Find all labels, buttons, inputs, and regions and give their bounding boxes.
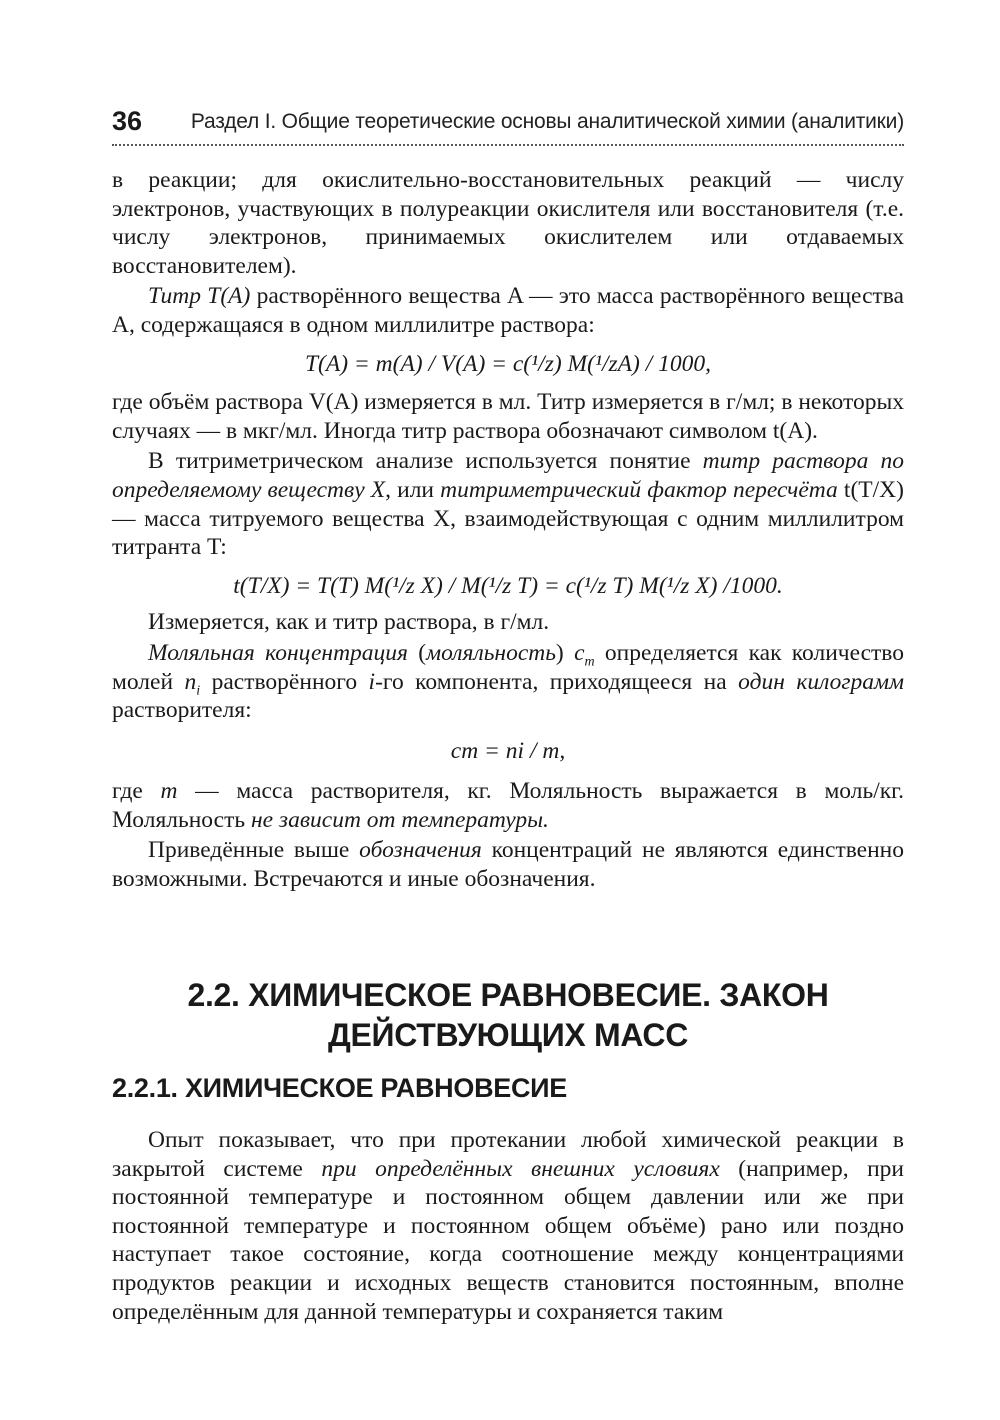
- paragraph-molality: Моляльная концентрация (моляльность) $c_m$ определяется как количество молей $n_i$ растворённого i-го компонента, приходящееся на один килограмм растворителя:: [112, 639, 905, 724]
- paragraph-1: [112, 166, 904, 280]
- p7-text-a: где: [112, 778, 161, 805]
- p6-text-d: растворителя:: [112, 697, 252, 724]
- page-number: 36: [112, 106, 143, 136]
- p9-text-b: (например, при постоянной температуре и постоянном общем давлении или же при постоянной температуре и постоянном общем объёме) рано или поздно наступает такое состояние, когда соотношение между концентрациями продуктов реакции и исходных веществ становится постоянным, вполне определённым для данной температуры и сохраняется таким: [112, 1155, 904, 1325]
- symbol-m: m: [160, 778, 178, 805]
- symbol-ni: $n_i$: [184, 668, 201, 699]
- term-titr: Титр T(A): [148, 283, 251, 310]
- symbol-cm: $c_m$: [574, 639, 595, 670]
- p4-text-c: t(T/X) — масса титруемого вещества X, взаимодействующая с одним миллилитром титранта T:: [112, 476, 904, 561]
- term-molality: моляльность: [426, 639, 556, 666]
- text-block-top: [112, 166, 904, 894]
- symbol-i: i: [368, 668, 376, 695]
- p9-text-a: Опыт показывает, что при протекании любой химической реакции в закрытой системе: [112, 1127, 904, 1182]
- formula-titr: T(A) = m(A) / V(A) = c(¹/z) M(¹/zA) / 1000,: [304, 350, 712, 377]
- emphasis-temperature-independent: не зависит от температуры.: [250, 806, 549, 833]
- term-molal-concentration: Моляльная концентрация: [148, 639, 408, 666]
- p8-text-b: концентраций не являются единственно возможными. Встречаются и иные обозначения.: [112, 837, 905, 893]
- paragraph-titr: [112, 282, 904, 339]
- paragraph-measured: [112, 608, 904, 637]
- formula-molality: cm = ni / m,: [450, 737, 566, 764]
- p4-text-b: , или: [385, 476, 441, 503]
- paragraph-volume-text: где объём раствора V(A) измеряется в мл. Титр измеряется в г/мл; в некоторых случаях — в мкг/мл. Иногда титр раствора обозначают символом t(A).: [112, 389, 904, 444]
- section-heading: 2.2. ХИМИЧЕСКОЕ РАВНОВЕСИЕ. ЗАКОН ДЕЙСТВУЮЩИХ МАСС: [187, 977, 829, 1053]
- formula-conversion-factor: t(T/X) = T(T) M(¹/z X) / M(¹/z T) = c(¹/z T) M(¹/z X) /1000.: [233, 572, 783, 599]
- p7-text-b: — масса растворителя, кг. Моляльность выражается в моль/кг. Моляльность: [112, 778, 905, 833]
- text-block-bottom: [112, 1126, 904, 1326]
- p6-text-a: определяется как количество молей: [112, 639, 904, 695]
- paragraph-titr-text: растворённого вещества A — это масса растворённого вещества A, содержащаяся в одном миллилитре раствора:: [112, 283, 904, 338]
- paragraph-measured-text: Измеряется, как и титр раствора, в г/мл.: [148, 609, 550, 636]
- paragraph-volume: [112, 388, 904, 445]
- p8-text-a: Приведённые выше: [148, 837, 360, 864]
- term-titr-by-substance: титр раствора по определяемому веществу X: [112, 448, 904, 503]
- emphasis-external-conditions: при определённых внешних условиях: [321, 1155, 720, 1182]
- paragraph-titrimetric: [112, 447, 904, 561]
- paragraph-equilibrium: [112, 1126, 904, 1326]
- subsection-heading: 2.2.1. ХИМИЧЕСКОЕ РАВНОВЕСИЕ: [112, 1073, 567, 1103]
- p6-text-b: растворённого: [200, 668, 369, 695]
- page-header: [112, 104, 904, 146]
- p6-text-c: -го компонента, приходящееся на: [375, 668, 739, 695]
- term-conversion-factor: титриметрический фактор пересчёта: [440, 476, 838, 503]
- paragraph-solvent-mass: [112, 777, 904, 834]
- emphasis-notations: обозначения: [359, 837, 482, 864]
- p4-text-a: В титриметрическом анализе используется понятие: [148, 448, 703, 475]
- running-title: Раздел I. Общие теоретические основы аналитической химии (аналитики): [190, 110, 904, 133]
- paragraph-notations: [112, 836, 904, 893]
- paragraph-1-text: в реакции; для окислительно-восстановительных реакций — числу электронов, участвующих в полуреакции окислителя или восстановителя (т.е. числу электронов, принимаемых окислителем или отдаваемых восстановителем).: [112, 167, 904, 279]
- term-one-kilogram: один килограмм: [738, 668, 905, 695]
